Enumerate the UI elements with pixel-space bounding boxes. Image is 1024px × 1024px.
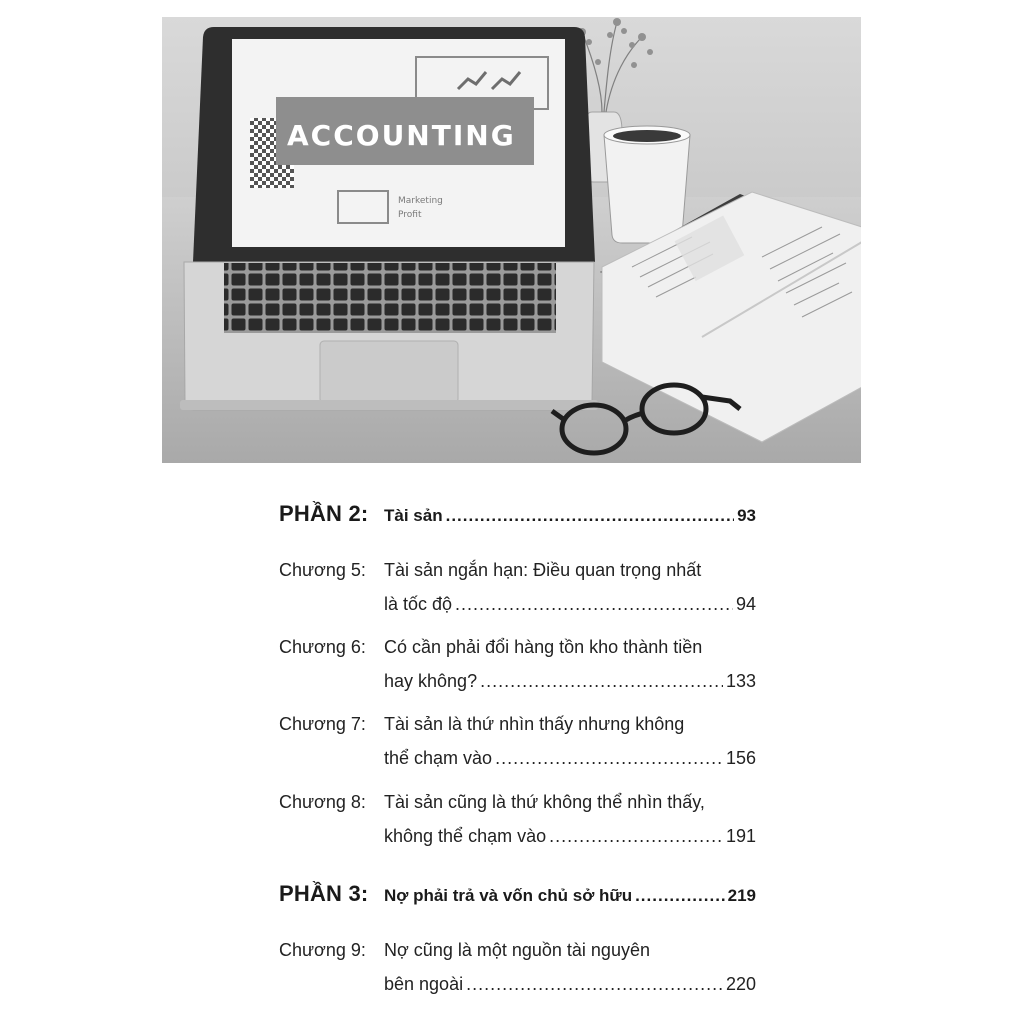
chapter-label: Chương 7: [279, 714, 366, 734]
page-number: 219 [727, 886, 756, 905]
chapter-title-line1: Nợ cũng là một nguồn tài nguyên [384, 940, 650, 960]
dot-leader [455, 594, 733, 615]
chapter-entry [384, 748, 756, 769]
chapter-title-line2: không thể chạm vào [384, 826, 547, 846]
cover-photo [162, 17, 861, 463]
dot-leader [495, 748, 723, 769]
chapter-title-line2: thể chạm vào [384, 748, 493, 768]
laptop [180, 27, 598, 410]
screen-title: ACCOUNTING [287, 119, 516, 152]
part-entry [384, 886, 756, 906]
chapter-entry [384, 594, 756, 615]
chapter-title-line1: Tài sản là thứ nhìn thấy nhưng không [384, 714, 685, 734]
coffee-cup [604, 126, 690, 243]
chapter-title-line1: Có cần phải đổi hàng tồn kho thành tiền [384, 637, 703, 657]
chapter-label: Chương 9: [279, 940, 366, 960]
dot-leader [549, 826, 723, 847]
chapter-title-line2: hay không? [384, 671, 478, 691]
page-number: 191 [725, 826, 756, 846]
chapter-label: Chương 6: [279, 637, 366, 657]
chapter-entry [384, 974, 756, 995]
part-title: Nợ phải trả và vốn chủ sở hữu [384, 886, 633, 905]
svg-text:Marketing: Marketing [398, 196, 443, 206]
part-label: PHẦN 2: [279, 501, 369, 526]
dot-leader [635, 886, 725, 906]
part-label: PHẦN 3: [279, 881, 369, 906]
page-number: 156 [725, 748, 756, 768]
chapter-title-line2: là tốc độ [384, 594, 453, 614]
chapter-label: Chương 8: [279, 792, 366, 812]
part-entry [384, 506, 756, 526]
chapter-label: Chương 5: [279, 560, 366, 580]
dot-leader [466, 974, 723, 995]
dot-leader [446, 506, 734, 526]
chapter-title-line2: bên ngoài [384, 974, 464, 994]
chapter-entry [384, 671, 756, 692]
page-number: 133 [725, 671, 756, 691]
chapter-title-line1: Tài sản ngắn hạn: Điều quan trọng nhất [384, 560, 702, 580]
svg-text:Profit: Profit [398, 210, 422, 220]
chapter-title-line1: Tài sản cũng là thứ không thể nhìn thấy, [384, 792, 705, 812]
laptop-desk-photo [162, 17, 861, 463]
part-title: Tài sản [384, 506, 443, 525]
page-number: 220 [725, 974, 756, 994]
page-number: 94 [735, 594, 756, 614]
page-number: 93 [737, 506, 756, 525]
dot-leader [480, 671, 723, 692]
chapter-entry [384, 826, 756, 847]
